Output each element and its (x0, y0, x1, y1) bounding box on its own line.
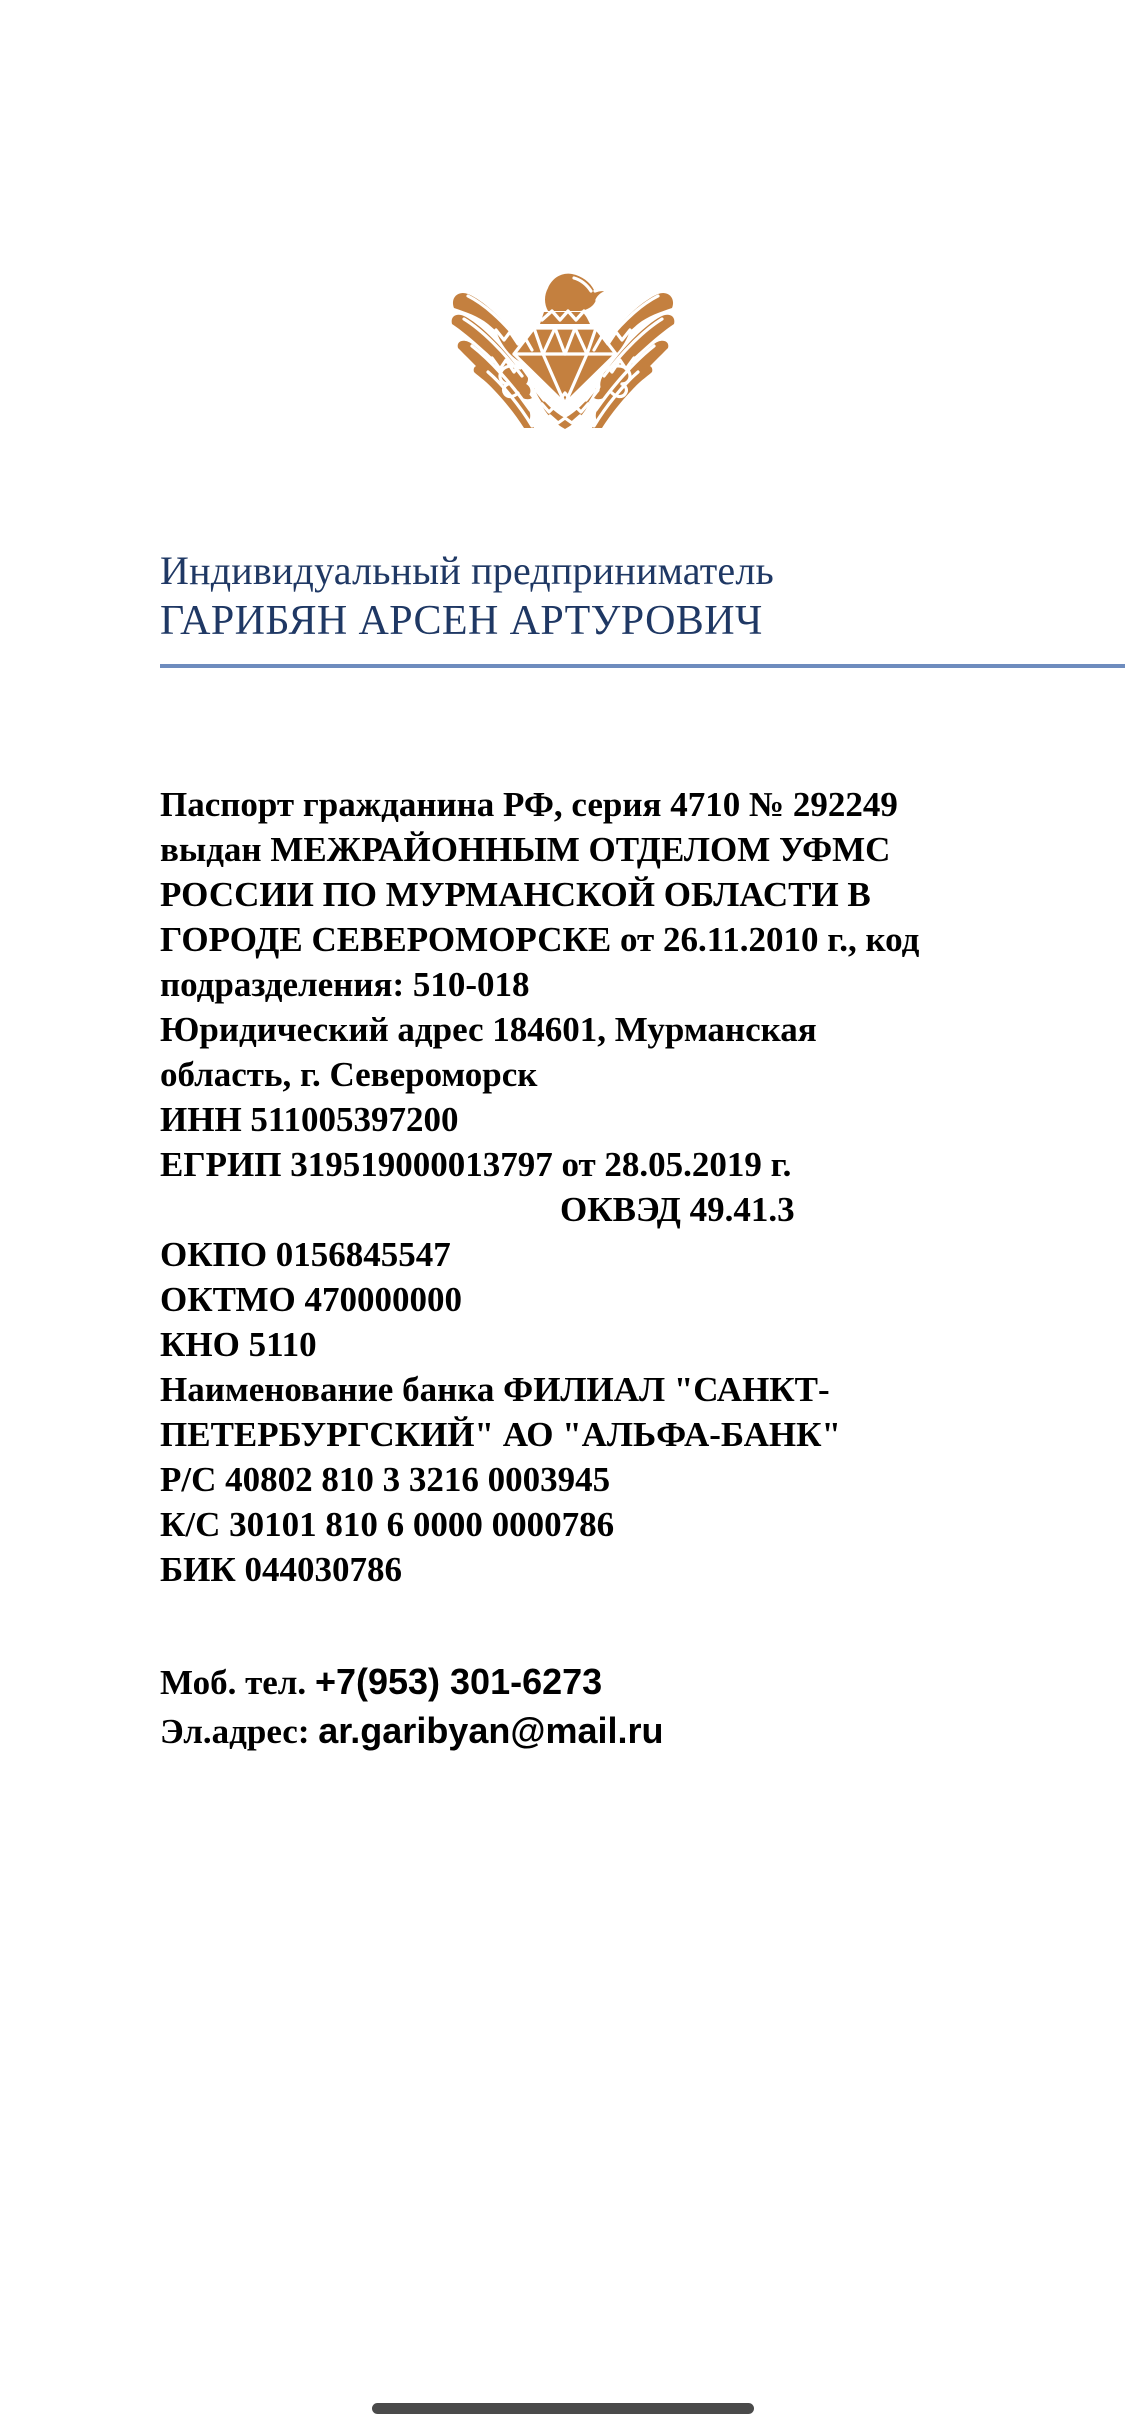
contacts-block (160, 1658, 960, 1756)
phone-row (160, 1658, 960, 1707)
detail-line: подразделения: 510-018 (160, 965, 530, 1004)
entity-role: Индивидуальный предприниматель (160, 548, 774, 593)
detail-line: РОССИИ ПО МУРМАНСКОЙ ОБЛАСТИ В (160, 875, 871, 914)
detail-line: ГОРОДЕ СЕВЕРОМОРСКЕ от 26.11.2010 г., код (160, 920, 920, 959)
detail-line-settlement-account: Р/С 40802 810 3 3216 0003945 (160, 1460, 611, 1499)
phone-label: Моб. тел. (160, 1663, 315, 1702)
detail-line-kno: КНО 5110 (160, 1325, 317, 1364)
detail-line: Паспорт гражданина РФ, серия 4710 № 292249 (160, 785, 898, 824)
detail-line-okpo: ОКПО 0156845547 (160, 1235, 451, 1274)
detail-line-bik: БИК 044030786 (160, 1550, 402, 1589)
home-indicator[interactable] (372, 2403, 754, 2414)
detail-line-bank-name: Наименование банка ФИЛИАЛ "САНКТ- (160, 1370, 830, 1409)
detail-line-correspondent-account: К/С 30101 810 6 0000 0000786 (160, 1505, 615, 1544)
detail-line-okved: ОКВЭД 49.41.3 (560, 1190, 795, 1229)
detail-line-oktmo: ОКТМО 470000000 (160, 1280, 462, 1319)
email-value[interactable]: ar.garibyan@mail.ru (318, 1710, 664, 1751)
phone-value[interactable]: +7(953) 301-6273 (314, 1661, 603, 1702)
entity-name: ГАРИБЯН АРСЕН АРТУРОВИЧ (160, 598, 763, 644)
entity-details-block (160, 782, 920, 1592)
detail-line-bank-name-cont: ПЕТЕРБУРГСКИЙ" АО "АЛЬФА-БАНК" (160, 1415, 841, 1454)
letterhead-header (160, 548, 1125, 646)
detail-line: область, г. Североморск (160, 1055, 538, 1094)
detail-line: Юридический адрес 184601, Мурманская (160, 1010, 817, 1049)
detail-line-inn: ИНН 511005397200 (160, 1100, 459, 1139)
detail-line: выдан МЕЖРАЙОННЫМ ОТДЕЛОМ УФМС (160, 830, 891, 869)
detail-line-egrip: ЕГРИП 319519000013797 от 28.05.2019 г. (160, 1145, 792, 1184)
header-divider (160, 664, 1125, 668)
email-row (160, 1707, 960, 1756)
email-label: Эл.адрес: (160, 1712, 319, 1751)
company-logo (0, 262, 1125, 430)
eagle-with-diamond-icon (448, 262, 678, 430)
